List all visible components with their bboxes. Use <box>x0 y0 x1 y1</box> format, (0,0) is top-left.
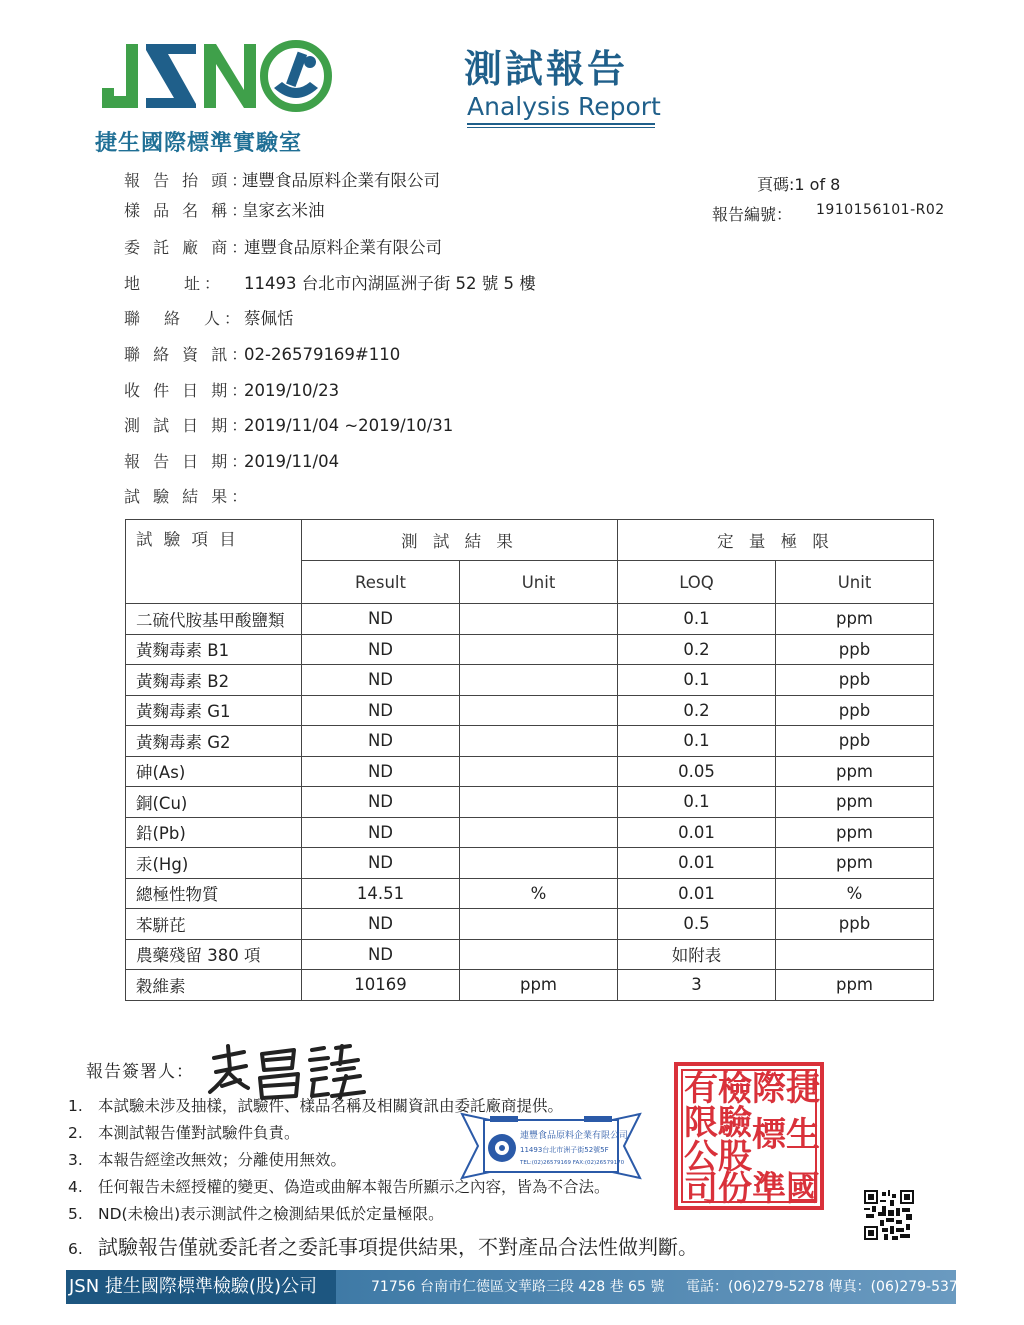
cell-loq-unit: ppb <box>776 726 934 757</box>
cell-result: 14.51 <box>302 878 460 909</box>
cell-result: ND <box>302 817 460 848</box>
cell-unit <box>460 726 618 757</box>
info-label: 收 件 日 期： <box>124 381 252 400</box>
cell-item: 黃麴毒素 B2 <box>126 665 302 696</box>
footer-phone: 電話：(06)279-5278 傳真：(06)279-5378 <box>686 1279 967 1295</box>
cell-unit <box>460 695 618 726</box>
seal-char: 際 <box>752 1069 786 1109</box>
cell-item: 總極性物質 <box>126 878 302 909</box>
page-number: 頁碼:1 of 8 <box>757 175 841 194</box>
cell-item: 苯駢芘 <box>126 909 302 940</box>
cell-loq-unit: ppb <box>776 909 934 940</box>
table-row <box>126 970 934 1001</box>
cell-loq-unit: ppm <box>776 756 934 787</box>
table-row <box>126 695 934 726</box>
table-row <box>126 604 934 635</box>
table-row <box>126 878 934 909</box>
info-value: 連豐食品原料企業有限公司 <box>242 171 440 190</box>
info-label: 試 驗 結 果： <box>124 487 252 506</box>
cell-loq-unit: ppb <box>776 695 934 726</box>
cell-loq: 0.2 <box>618 634 776 665</box>
cell-loq-unit: % <box>776 878 934 909</box>
note-item: 2. 本測試報告僅對試驗件負責。 <box>68 1124 300 1142</box>
cell-loq: 0.1 <box>618 604 776 635</box>
cell-loq: 0.2 <box>618 695 776 726</box>
info-value: 2019/10/23 <box>244 381 340 400</box>
note-item: 4. 任何報告未經授權的變更、偽造或曲解本報告所顯示之內容，皆為不合法。 <box>68 1178 610 1196</box>
cell-result: ND <box>302 726 460 757</box>
cell-item: 黃麴毒素 G2 <box>126 726 302 757</box>
cell-unit <box>460 756 618 787</box>
info-label: 聯 絡 資 訊： <box>124 345 252 364</box>
seal-char: 限 <box>684 1103 718 1143</box>
cell-loq: 0.05 <box>618 756 776 787</box>
cell-loq-unit: ppm <box>776 817 934 848</box>
report-number-label: 報告編號： <box>712 205 793 224</box>
info-label: 報 告 抬 頭： <box>124 171 252 190</box>
cell-loq: 0.1 <box>618 787 776 818</box>
cell-loq: 0.01 <box>618 878 776 909</box>
cell-item: 黃麴毒素 G1 <box>126 695 302 726</box>
header-loq: LOQ <box>618 561 776 604</box>
cell-unit <box>460 909 618 940</box>
cell-loq: 0.01 <box>618 817 776 848</box>
cell-result: ND <box>302 909 460 940</box>
cell-loq-unit: ppm <box>776 970 934 1001</box>
table-row <box>126 756 934 787</box>
cell-unit <box>460 604 618 635</box>
seal-char: 捷 <box>786 1069 820 1109</box>
table-row <box>126 726 934 757</box>
cell-loq-unit <box>776 939 934 970</box>
info-value: 皇家玄米油 <box>242 201 325 220</box>
company-stamp <box>460 1110 642 1182</box>
cell-unit <box>460 817 618 848</box>
table-row <box>126 939 934 970</box>
cell-loq: 0.01 <box>618 848 776 879</box>
info-value: 2019/11/04 ~2019/10/31 <box>244 416 454 435</box>
cell-loq-unit: ppm <box>776 848 934 879</box>
note-item: 6. 試驗報告僅就委託者之委託事項提供結果，不對產品合法性做判斷。 <box>68 1235 698 1259</box>
footer-company: JSN 捷生國際標準檢驗(股)公司 <box>66 1270 336 1304</box>
table-row <box>126 665 934 696</box>
info-value: 2019/11/04 <box>244 452 340 471</box>
cell-loq: 0.5 <box>618 909 776 940</box>
info-label: 聯 絡 人： <box>124 309 245 328</box>
info-label: 測 試 日 期： <box>124 416 252 435</box>
cell-loq-unit: ppb <box>776 634 934 665</box>
info-label: 報 告 日 期： <box>124 452 252 471</box>
cell-loq-unit: ppm <box>776 787 934 818</box>
stamp-address-text: 11493台北市洲子街52號5F <box>520 1146 609 1154</box>
footer-address: 71756 台南市仁德區文華路三段 428 巷 65 號 <box>371 1279 665 1295</box>
cell-unit <box>460 787 618 818</box>
header-result: Result <box>302 561 460 604</box>
cell-item: 穀維素 <box>126 970 302 1001</box>
seal-char: 檢 <box>718 1069 752 1109</box>
cell-unit <box>460 939 618 970</box>
cell-result: ND <box>302 604 460 635</box>
table-row <box>126 848 934 879</box>
cell-item: 砷(As) <box>126 756 302 787</box>
header-test-result: 測 試 結 果 <box>302 520 618 561</box>
title-underline <box>467 127 655 128</box>
signatory-label: 報告簽署人： <box>86 1062 194 1082</box>
cell-unit <box>460 665 618 696</box>
report-number: 1910156101-R02 <box>816 202 945 218</box>
header-quant-limit: 定 量 極 限 <box>618 520 934 561</box>
info-value: 02-26579169#110 <box>244 345 401 364</box>
cell-result: ND <box>302 695 460 726</box>
note-item: 5. ND(未檢出)表示測試件之檢測結果低於定量極限。 <box>68 1205 444 1223</box>
info-value: 11493 台北市內湖區洲子街 52 號 5 樓 <box>244 274 536 293</box>
cell-loq: 如附表 <box>618 939 776 970</box>
info-value: 蔡佩恬 <box>244 309 294 328</box>
table-row <box>126 634 934 665</box>
seal-char: 有 <box>684 1069 718 1109</box>
seal-char: 份 <box>718 1169 752 1209</box>
header-unit: Unit <box>460 561 618 604</box>
cell-result: ND <box>302 787 460 818</box>
cell-loq-unit: ppm <box>776 604 934 635</box>
official-seal <box>674 1062 824 1210</box>
cell-item: 農藥殘留 380 項 <box>126 939 302 970</box>
results-table <box>125 519 934 1001</box>
cell-result: ND <box>302 665 460 696</box>
jsn-logo <box>96 38 336 118</box>
cell-item: 黃麴毒素 B1 <box>126 634 302 665</box>
cell-result: ND <box>302 634 460 665</box>
cell-result: 10169 <box>302 970 460 1001</box>
seal-char: 司 <box>684 1169 718 1209</box>
cell-result: ND <box>302 848 460 879</box>
cell-result: ND <box>302 756 460 787</box>
table-row <box>126 817 934 848</box>
cell-loq: 0.1 <box>618 665 776 696</box>
info-label: 地 址： <box>124 274 225 293</box>
footer-bar <box>66 1270 967 1304</box>
seal-char: 生 <box>786 1115 820 1155</box>
cell-loq: 0.1 <box>618 726 776 757</box>
cell-result: ND <box>302 939 460 970</box>
table-row <box>126 787 934 818</box>
cell-item: 銅(Cu) <box>126 787 302 818</box>
cell-item: 鉛(Pb) <box>126 817 302 848</box>
seal-char: 準 <box>752 1169 786 1209</box>
cell-unit: % <box>460 878 618 909</box>
info-value: 連豐食品原料企業有限公司 <box>244 238 442 257</box>
seal-char: 標 <box>752 1115 786 1155</box>
cell-item: 汞(Hg) <box>126 848 302 879</box>
cell-loq: 3 <box>618 970 776 1001</box>
table-row <box>126 909 934 940</box>
stamp-company-text: 連豐食品原料企業有限公司 <box>520 1131 629 1141</box>
footer-contact <box>336 1270 967 1304</box>
cell-unit <box>460 634 618 665</box>
report-title-en: Analysis Report <box>467 92 661 121</box>
seal-char: 驗 <box>718 1103 752 1143</box>
qr-code-icon <box>864 1190 914 1240</box>
cell-unit: ppm <box>460 970 618 1001</box>
note-item: 1. 本試驗未涉及抽樣，試驗件、樣品名稱及相關資訊由委託廠商提供。 <box>68 1097 564 1115</box>
info-label: 樣 品 名 稱： <box>124 201 252 220</box>
cell-loq-unit: ppb <box>776 665 934 696</box>
note-item: 3. 本報告經塗改無效；分離使用無效。 <box>68 1151 347 1169</box>
header-loq-unit: Unit <box>776 561 934 604</box>
title-underline <box>467 123 655 125</box>
report-title-zh: 測試報告 <box>464 47 629 91</box>
info-label: 委 託 廠 商： <box>124 238 252 257</box>
cell-item: 二硫代胺基甲酸鹽類 <box>126 604 302 635</box>
lab-name: 捷生國際標準實驗室 <box>95 131 303 156</box>
seal-char: 公 <box>684 1137 718 1177</box>
seal-char: 股 <box>718 1137 752 1177</box>
seal-char: 國 <box>786 1169 820 1209</box>
header-test-item: 試 驗 項 目 <box>126 520 302 604</box>
cell-unit <box>460 848 618 879</box>
stamp-tel-text: TEL:(02)26579169 FAX:(02)26579170 <box>520 1160 625 1166</box>
